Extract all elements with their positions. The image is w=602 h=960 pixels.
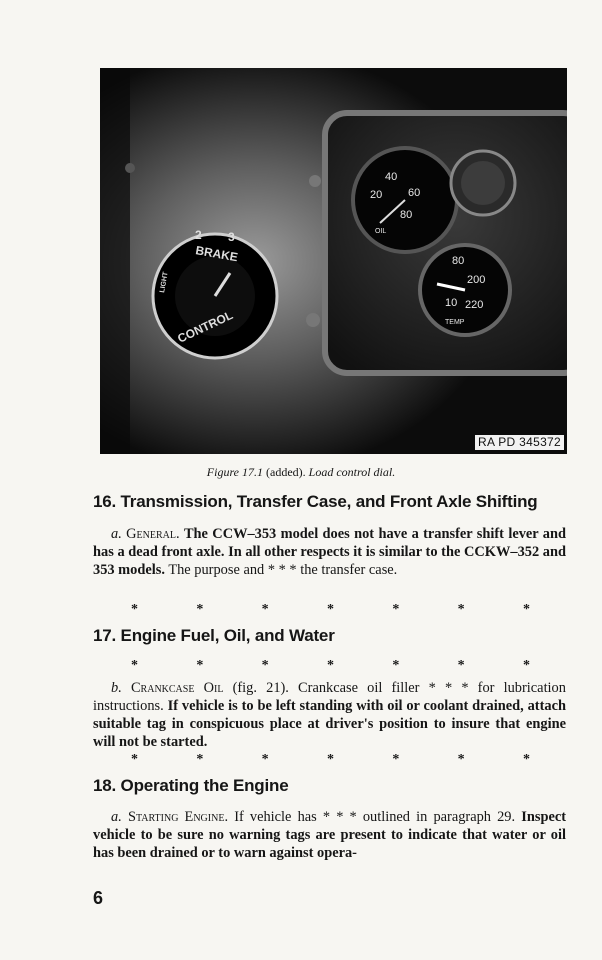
star: * [457, 752, 465, 767]
svg-text:200: 200 [467, 274, 486, 286]
para-title: Crankcase Oil [130, 680, 224, 696]
star: * [392, 752, 400, 767]
star: * [196, 602, 204, 617]
section-17-paragraph-b [93, 679, 566, 751]
star: * [522, 602, 530, 617]
star: * [196, 752, 204, 767]
para-title: Starting Engine. [127, 809, 229, 825]
svg-text:80: 80 [400, 209, 413, 221]
para-bold-text: If vehicle is to be left standing with oil or coolant drained, attach suitable tag in conspicuous place at driver's position to insure that engine will not be started. [93, 698, 566, 750]
star: * [326, 602, 334, 617]
svg-text:CONTROL: CONTROL [175, 307, 236, 346]
svg-text:40: 40 [385, 171, 398, 183]
para-bold-text: Inspect vehicle to be sure no warning tags are present to indicate that water or oil has been drained or to warn against opera- [93, 809, 567, 861]
figure-caption [0, 465, 602, 480]
star: * [392, 658, 400, 673]
svg-text:10: 10 [445, 297, 458, 309]
star: * [522, 752, 530, 767]
svg-text:3: 3 [228, 230, 235, 244]
svg-text:BRAKE: BRAKE [194, 243, 239, 265]
section-16-paragraph-a [93, 525, 566, 579]
section-17-heading: 17. Engine Fuel, Oil, and Water [93, 626, 335, 645]
svg-text:80: 80 [452, 255, 465, 267]
para-bold-text: The CCW–353 model does not have a transfer shift lever and has a dead front axle. In all other respects it is similar to the CCKW–352 and 353 models. [93, 526, 566, 578]
star: * [522, 658, 530, 673]
star: * [131, 658, 138, 673]
caption-title: Load control dial. [308, 465, 396, 479]
caption-number: Figure 17.1 [206, 465, 263, 479]
ellipsis-stars [93, 658, 566, 674]
para-label: a. [111, 526, 122, 542]
figure-photo [100, 68, 567, 454]
star: * [261, 602, 269, 617]
ellipsis-stars [93, 752, 566, 768]
dashboard-photo-illustration [100, 68, 567, 454]
star: * [326, 752, 334, 767]
section-16-heading: 16. Transmission, Transfer Case, and Front Axle Shifting [93, 492, 538, 511]
svg-text:OIL: OIL [375, 228, 387, 235]
para-title: General. [126, 526, 180, 542]
svg-text:20: 20 [370, 189, 383, 201]
star: * [131, 602, 138, 617]
section-18-paragraph-a [93, 808, 566, 862]
star: * [261, 752, 269, 767]
star: * [457, 658, 465, 673]
svg-text:60: 60 [408, 187, 421, 199]
para-label: b. [111, 680, 122, 696]
ellipsis-stars [93, 602, 566, 618]
svg-text:TEMP: TEMP [445, 319, 465, 326]
star: * [196, 658, 204, 673]
plate-id: RA PD 345372 [475, 435, 564, 450]
svg-text:LIGHT: LIGHT [159, 271, 170, 294]
star: * [261, 658, 269, 673]
para-plain-text: (fig. 21). Crankcase oil filler * * * for lubrication instructions. [93, 680, 566, 714]
section-18-heading: 18. Operating the Engine [93, 776, 289, 795]
para-plain-text: The purpose and * * * the transfer case. [168, 562, 398, 578]
svg-text:2: 2 [195, 228, 202, 242]
star: * [131, 752, 138, 767]
star: * [392, 602, 400, 617]
page-number: 6 [93, 888, 104, 908]
svg-text:220: 220 [465, 299, 484, 311]
para-plain-text: If vehicle has * * * outlined in paragraph 29. [234, 809, 516, 825]
caption-added: (added). [266, 465, 306, 479]
para-label: a. [111, 809, 122, 825]
star: * [326, 658, 334, 673]
star: * [457, 602, 465, 617]
